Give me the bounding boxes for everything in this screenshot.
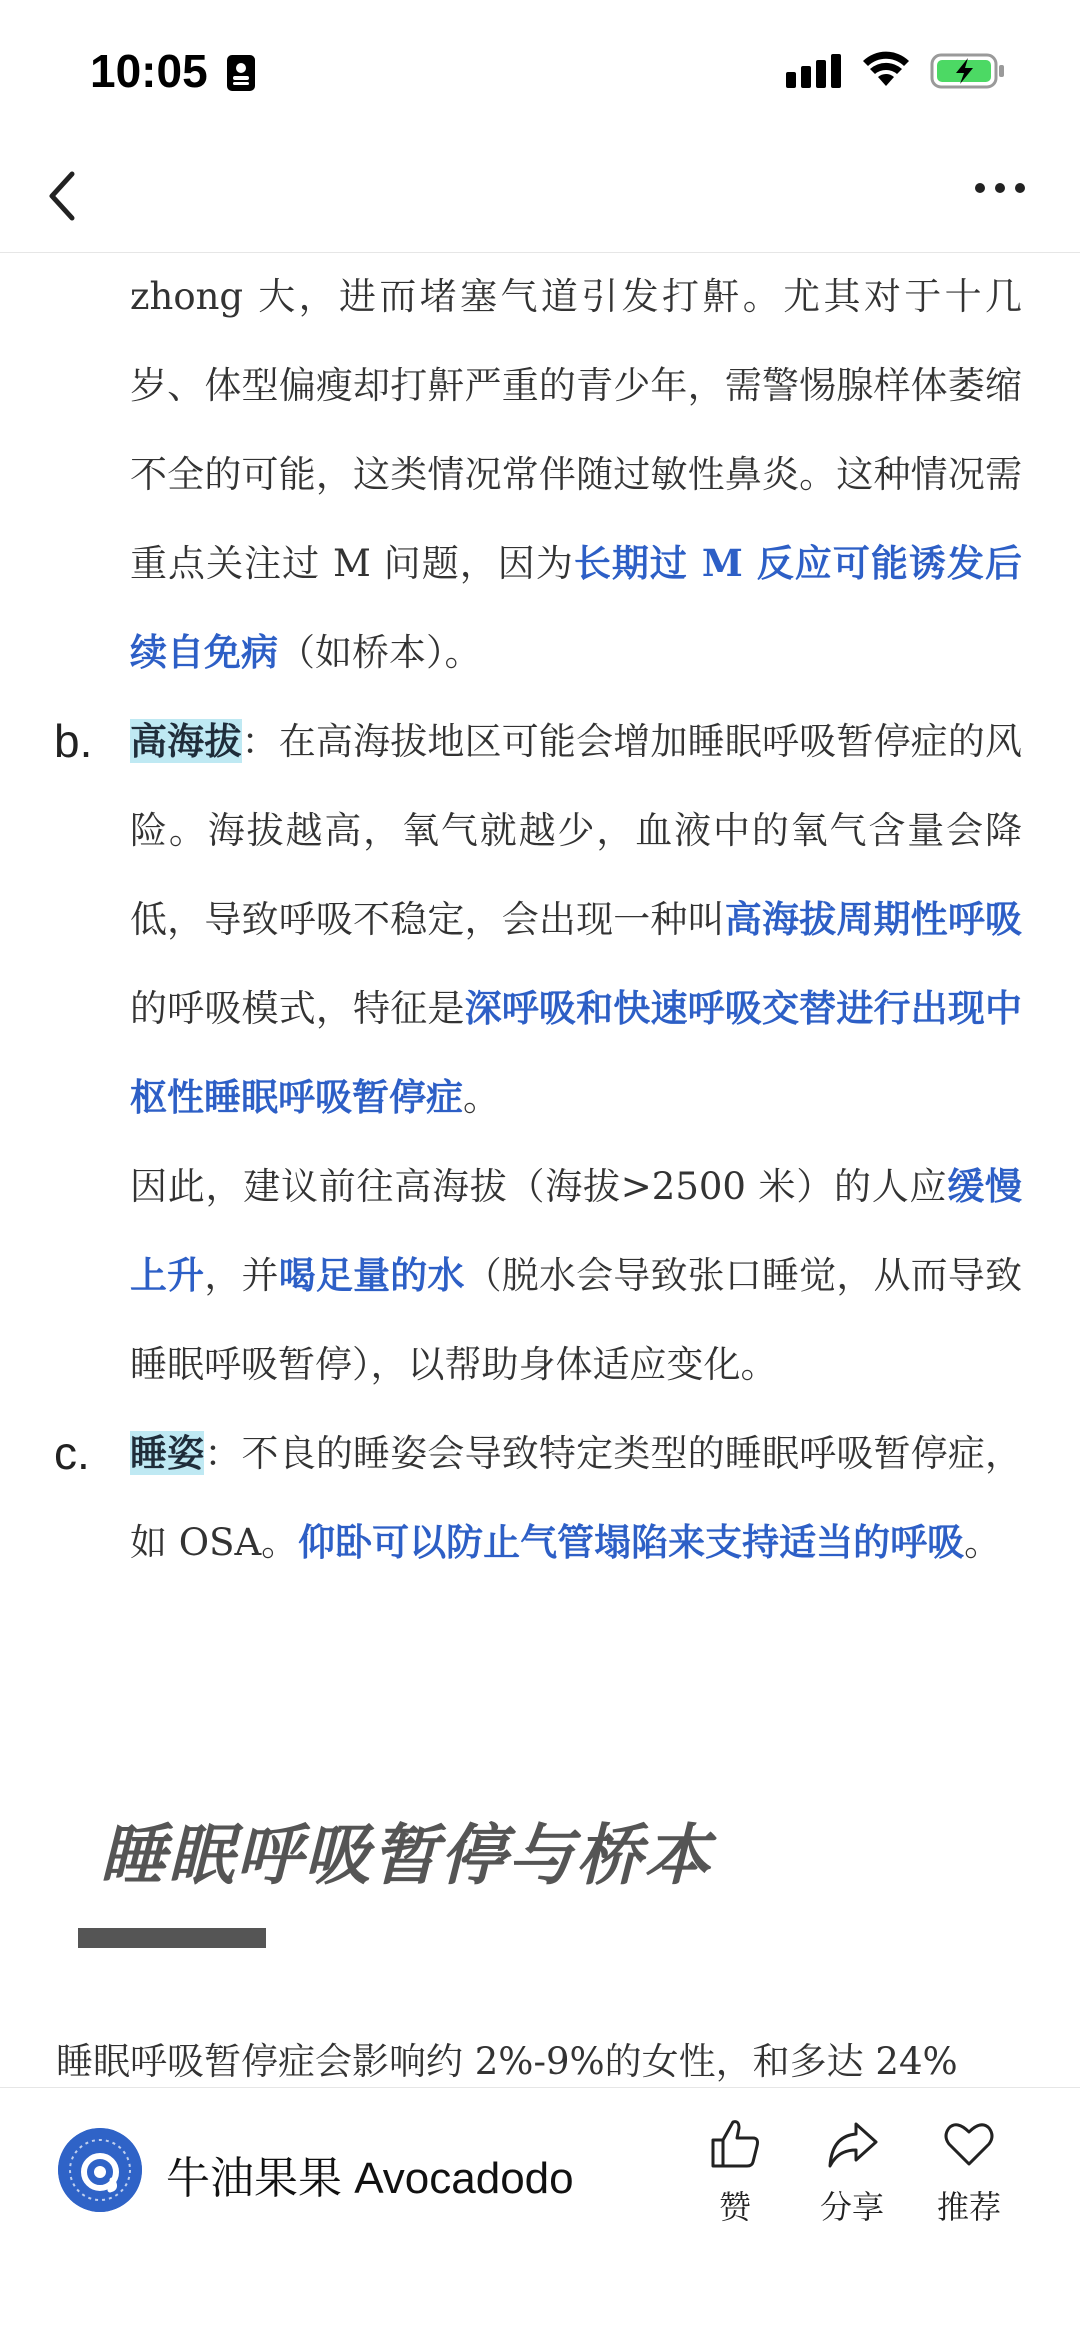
body-text: （如桥本）。 [278,631,482,674]
emphasis-text: 深呼吸和快速呼吸交替进行出现中枢性睡眠呼吸暂停症 [130,986,1023,1119]
body-text: （脱水会导致张口睡觉，从而导致睡眠呼吸暂停），以帮助身体适应变化。 [130,1254,1023,1386]
bottom-action-bar [0,2087,1080,2338]
article-content [0,252,1080,2087]
body-text: 的呼吸模式，特征是 [130,987,465,1030]
wifi-icon [862,50,910,88]
heart-icon [941,2116,997,2172]
list-item-c [130,1409,1022,1587]
account-name[interactable]: 牛油果果 Avocadodo [166,2154,574,2203]
list-marker-c: c. [54,1427,90,1479]
thumbs-up-icon [707,2116,763,2172]
body-text: 。 [463,1076,500,1119]
body-text: ，并 [204,1254,279,1297]
list-item-b [130,697,1022,1142]
emphasis-text: 高海拔周期性呼吸 [724,897,1023,941]
list-marker-b: b. [54,715,93,767]
id-card-icon [226,54,256,92]
body-text: ：在高海拔地区可能会增加睡眠呼吸暂停症的风险。海拔越高，氧气就越少，血液中的氧气含量会降低，导致呼吸不稳定，会出现一种叫 [130,720,1023,941]
list-item-a-continued [130,252,1022,697]
title-underline [78,1928,266,1948]
nav-bar [0,140,1080,253]
emphasis-text: 缓慢上升 [130,1164,1022,1297]
chevron-left-icon[interactable] [42,164,82,228]
emphasis-text: 长期过 M 反应可能诱发后续自免病 [130,541,1022,674]
body-text: zhong 大，进而堵塞气道引发打鼾。尤其对于十几岁、体型偏瘦却打鼾严重的青少年，需警惕腺样体萎缩不全的可能，这类情况常伴随过敏性鼻炎。这种情况需重点关注过 M 问题，因为 [130,275,1022,585]
more-horizontal-icon[interactable] [972,180,1028,196]
like-button[interactable] [680,2116,790,2228]
list-item-b-paragraph-2 [130,1142,1022,1409]
status-bar [0,0,1080,140]
emphasis-text: 仰卧可以防止气管塌陷来支持适当的呼吸 [298,1520,965,1564]
recommend-button[interactable] [914,2116,1024,2228]
section-title: 睡眠呼吸暂停与桥本 [100,1817,712,1894]
battery-charging-icon [930,52,1006,90]
status-time: 10:05 [90,45,208,97]
body-text: 因此，建议前往高海拔（海拔>2500 米）的人应 [130,1165,948,1208]
emphasis-text: 喝足量的水 [278,1253,465,1297]
share-button[interactable] [797,2116,907,2228]
share-icon [824,2116,880,2172]
paragraph-text: 睡眠呼吸暂停症会影响约 2%-9%的女性，和多达 24% [56,2040,958,2083]
recommend-label: 推荐 [936,2188,1001,2226]
body-text: ：不良的睡姿会导致特定类型的睡眠呼吸暂停症，如 OSA。 [130,1432,1023,1564]
cellular-signal-icon [786,54,844,88]
like-label: 赞 [718,2188,751,2226]
highlighted-term: 高海拔 [130,719,242,763]
highlighted-term: 睡姿 [130,1431,205,1475]
share-label: 分享 [819,2188,884,2226]
avocadodo-logo-icon[interactable] [58,2128,142,2212]
body-text: 。 [964,1521,1002,1564]
